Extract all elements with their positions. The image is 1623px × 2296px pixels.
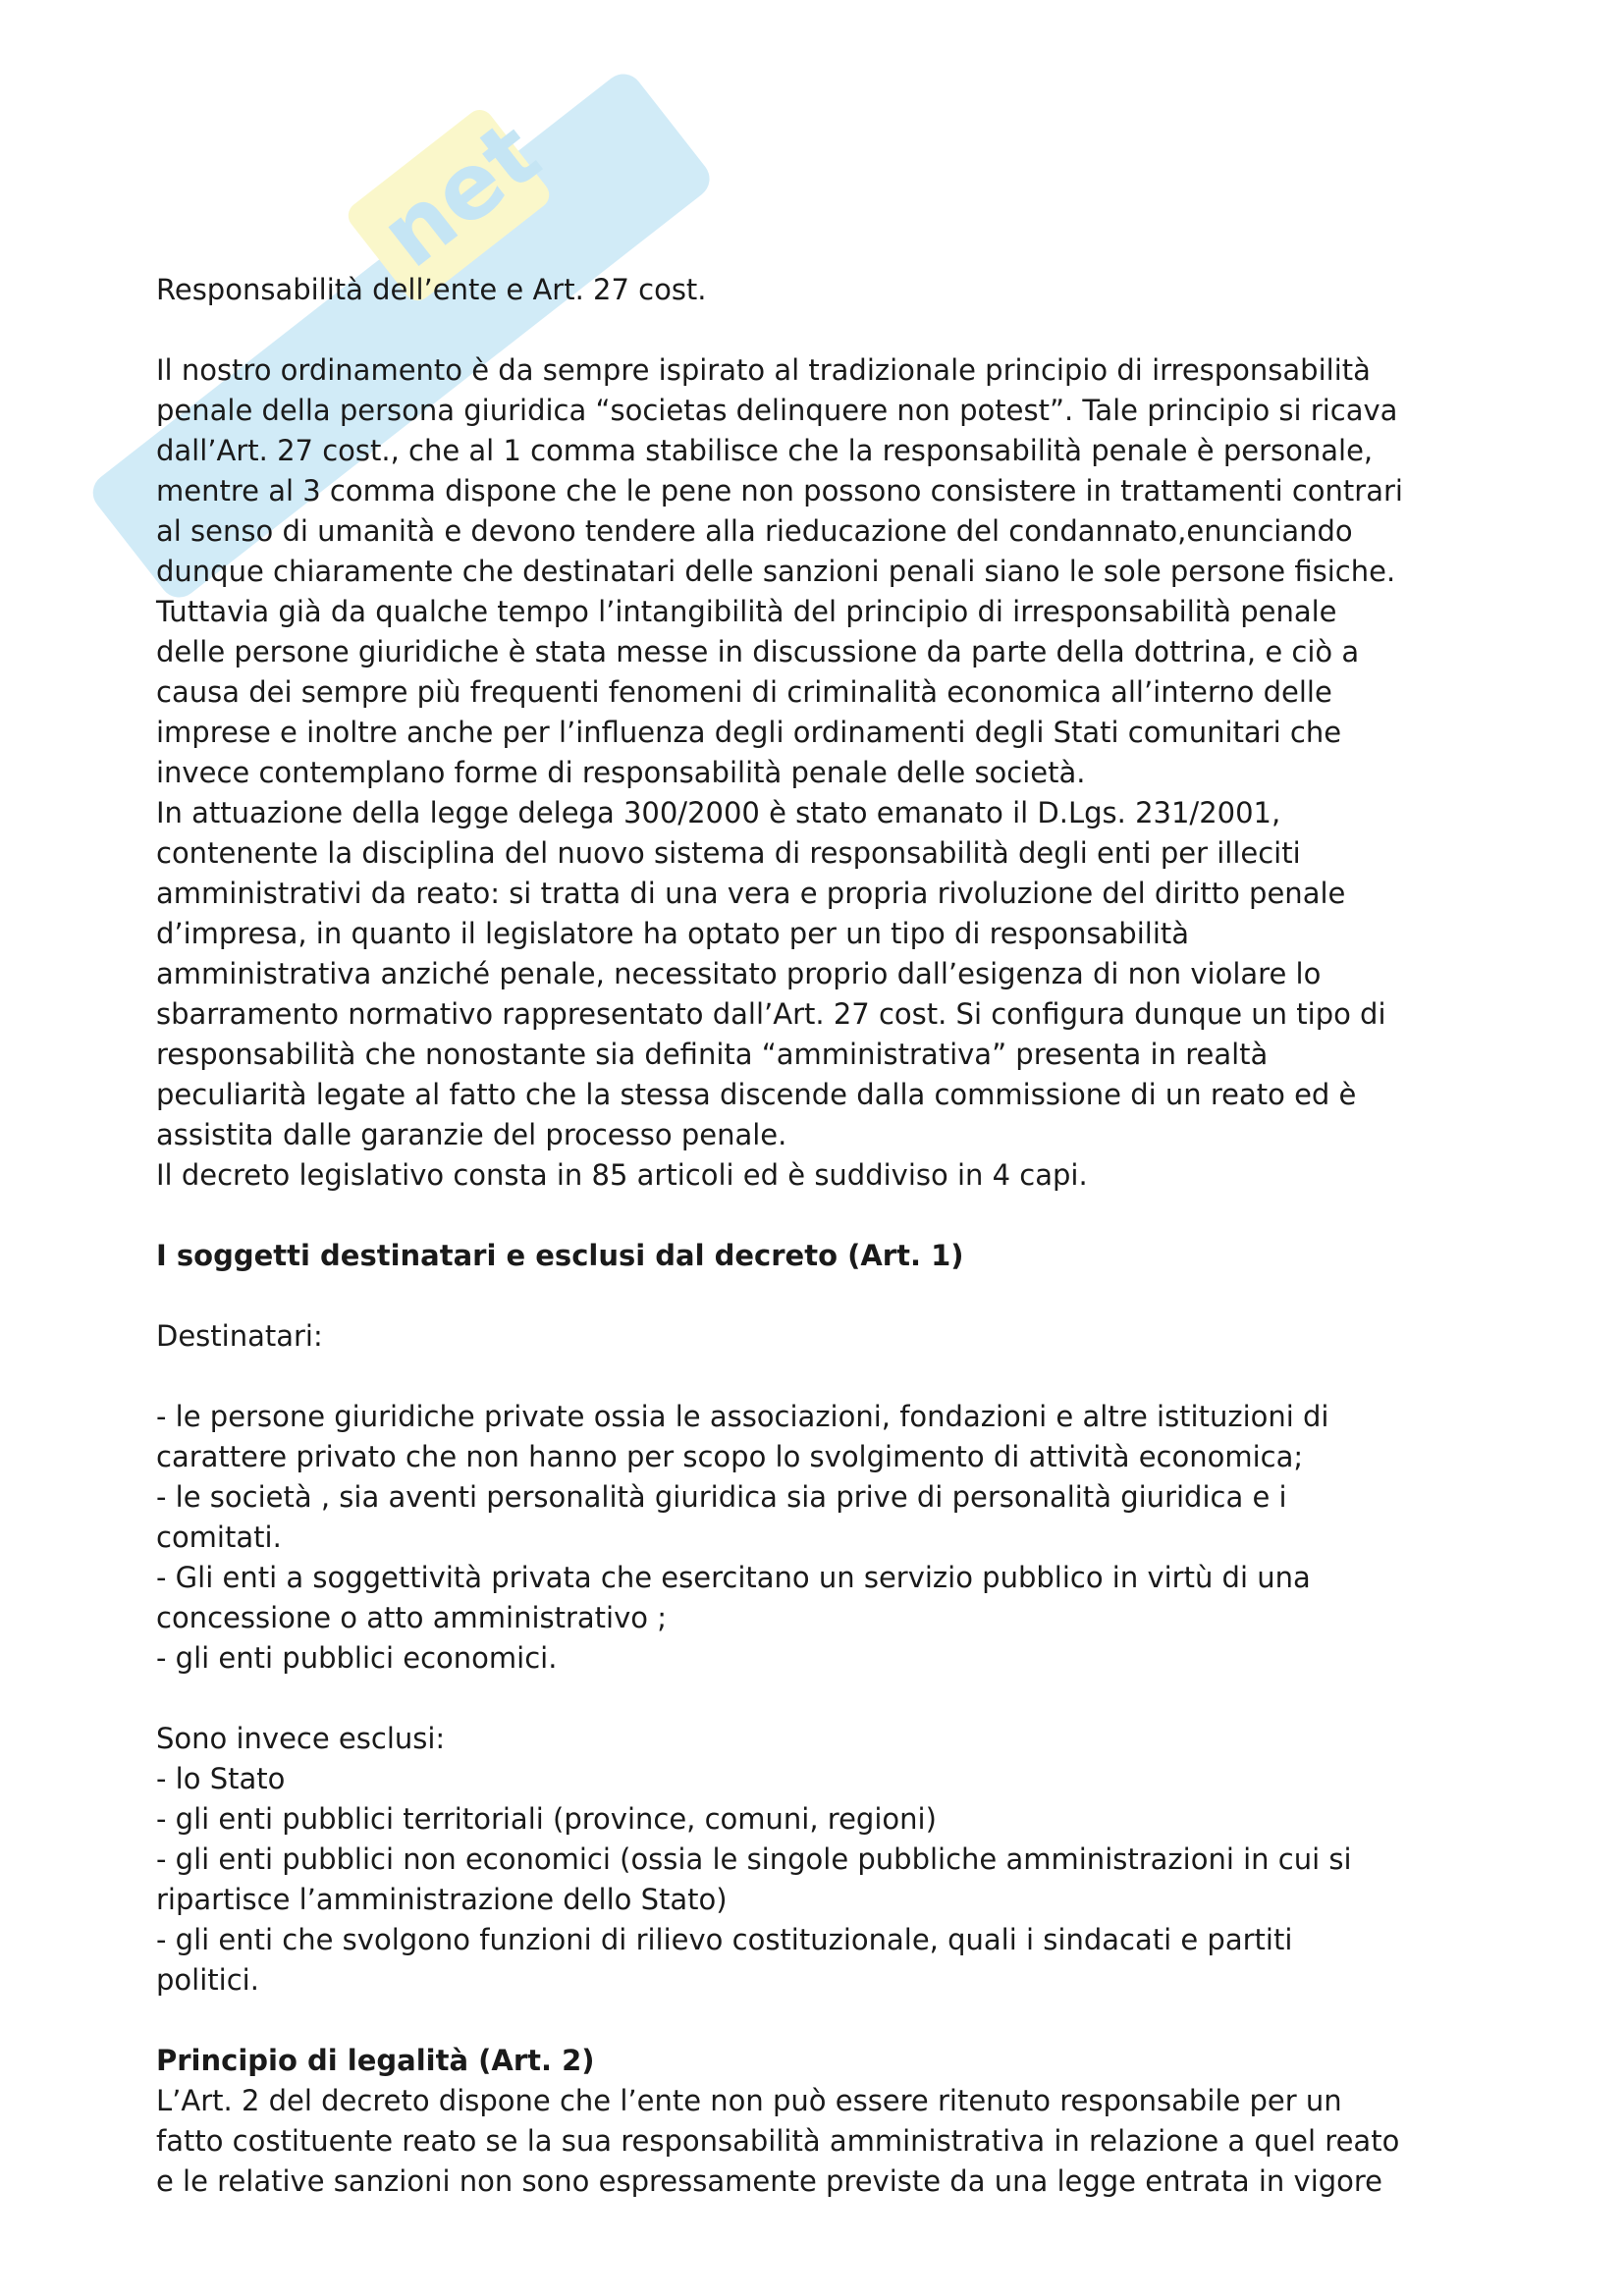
text-line: In attuazione della legge delega 300/2000 è stato emanato il D.Lgs. 231/2001, [156,796,1281,829]
list-item: - gli enti pubblici economici. [156,1641,558,1675]
text-line: al senso di umanità e devono tendere alla rieducazione del condannato,enunciando [156,514,1353,548]
text-line: L’Art. 2 del decreto dispone che l’ente non può essere ritenuto responsabile per un [156,2084,1342,2117]
spacer [156,1679,1531,1719]
text-line: dall’Art. 27 cost., che al 1 comma stabilisce che la responsabilità penale è personale, [156,434,1374,467]
text-line: mentre al 3 comma dispone che le pene non possono consistere in trattamenti contrari [156,474,1403,507]
text-line: d’impresa, in quanto il legislatore ha optato per un tipo di responsabilità [156,917,1190,950]
esclusi-list [156,1719,1531,2001]
destinatari-list [156,1397,1531,1679]
list-item: ripartisce l’amministrazione dello Stato) [156,1883,728,1916]
spacer [156,2001,1531,2041]
text-line: Il nostro ordinamento è da sempre ispirato al tradizionale principio di irresponsabilità [156,353,1371,387]
text-line: e le relative sanzioni non sono espressamente previste da una legge entrata in vigore [156,2164,1383,2198]
list-item: - le società , sia aventi personalità giuridica sia prive di personalità giuridica e i [156,1480,1287,1514]
text-line: invece contemplano forme di responsabilità penale delle società. [156,756,1086,789]
list-item: - Gli enti a soggettività privata che esercitano un servizio pubblico in virtù di una [156,1561,1311,1594]
list-item: comitati. [156,1521,282,1554]
document-page [156,270,1531,2202]
list-item: Sono invece esclusi: [156,1722,446,1755]
text-line: responsabilità che nonostante sia definita “amministrativa” presenta in realtà [156,1038,1269,1071]
watermark-text: net [361,100,560,289]
list-item: politici. [156,1963,259,1997]
text-line: contenente la disciplina del nuovo sistema di responsabilità degli enti per illeciti [156,836,1301,870]
section-heading-soggetti: I soggetti destinatari e esclusi dal decreto (Art. 1) [156,1239,964,1272]
text-line: dunque chiaramente che destinatari delle sanzioni penali siano le sole persone fisiche. [156,555,1396,588]
text-line: Il decreto legislativo consta in 85 articoli ed è suddiviso in 4 capi. [156,1158,1088,1192]
list-item: - le persone giuridiche private ossia le associazioni, fondazioni e altre istituzioni di [156,1400,1329,1433]
list-item: concessione o atto amministrativo ; [156,1601,668,1634]
text-line: imprese e inoltre anche per l’influenza degli ordinamenti degli Stati comunitari che [156,716,1342,749]
text-line: sbarramento normativo rappresentato dall’Art. 27 cost. Si configura dunque un tipo di [156,997,1386,1031]
spacer [156,1276,1531,1316]
destinatari-label: Destinatari: [156,1319,323,1353]
text-line: penale della persona giuridica “societas delinquere non potest”. Tale principio si ricava [156,394,1398,427]
list-item: - gli enti pubblici non economici (ossia le singole pubbliche amministrazioni in cui si [156,1842,1352,1876]
spacer [156,310,1531,350]
list-item: carattere privato che non hanno per scopo lo svolgimento di attività economica; [156,1440,1304,1473]
legalita-paragraph [156,2081,1531,2202]
text-line: fatto costituente reato se la sua responsabilità amministrativa in relazione a quel reato [156,2124,1400,2158]
document-title: Responsabilità dell’ente e Art. 27 cost. [156,273,707,306]
text-line: delle persone giuridiche è stata messe in discussione da parte della dottrina, e ciò a [156,635,1360,668]
list-item: - gli enti pubblici territoriali (province, comuni, regioni) [156,1802,937,1836]
text-line: peculiarità legate al fatto che la stessa discende dalla commissione di un reato ed è [156,1078,1357,1111]
list-item: - gli enti che svolgono funzioni di rilievo costituzionale, quali i sindacati e partiti [156,1923,1293,1956]
text-line: Tuttavia già da qualche tempo l’intangibilità del principio di irresponsabilità penale [156,595,1337,628]
intro-paragraph [156,350,1531,1196]
text-line: causa dei sempre più frequenti fenomeni di criminalità economica all’interno delle [156,675,1332,709]
spacer [156,1357,1531,1397]
text-line: assistita dalle garanzie del processo penale. [156,1118,787,1151]
section-heading-legalita: Principio di legalità (Art. 2) [156,2044,595,2077]
text-line: amministrativi da reato: si tratta di una vera e propria rivoluzione del diritto penale [156,877,1346,910]
spacer [156,1196,1531,1236]
text-line: amministrativa anziché penale, necessitato proprio dall’esigenza di non violare lo [156,957,1322,990]
list-item: - lo Stato [156,1762,286,1795]
